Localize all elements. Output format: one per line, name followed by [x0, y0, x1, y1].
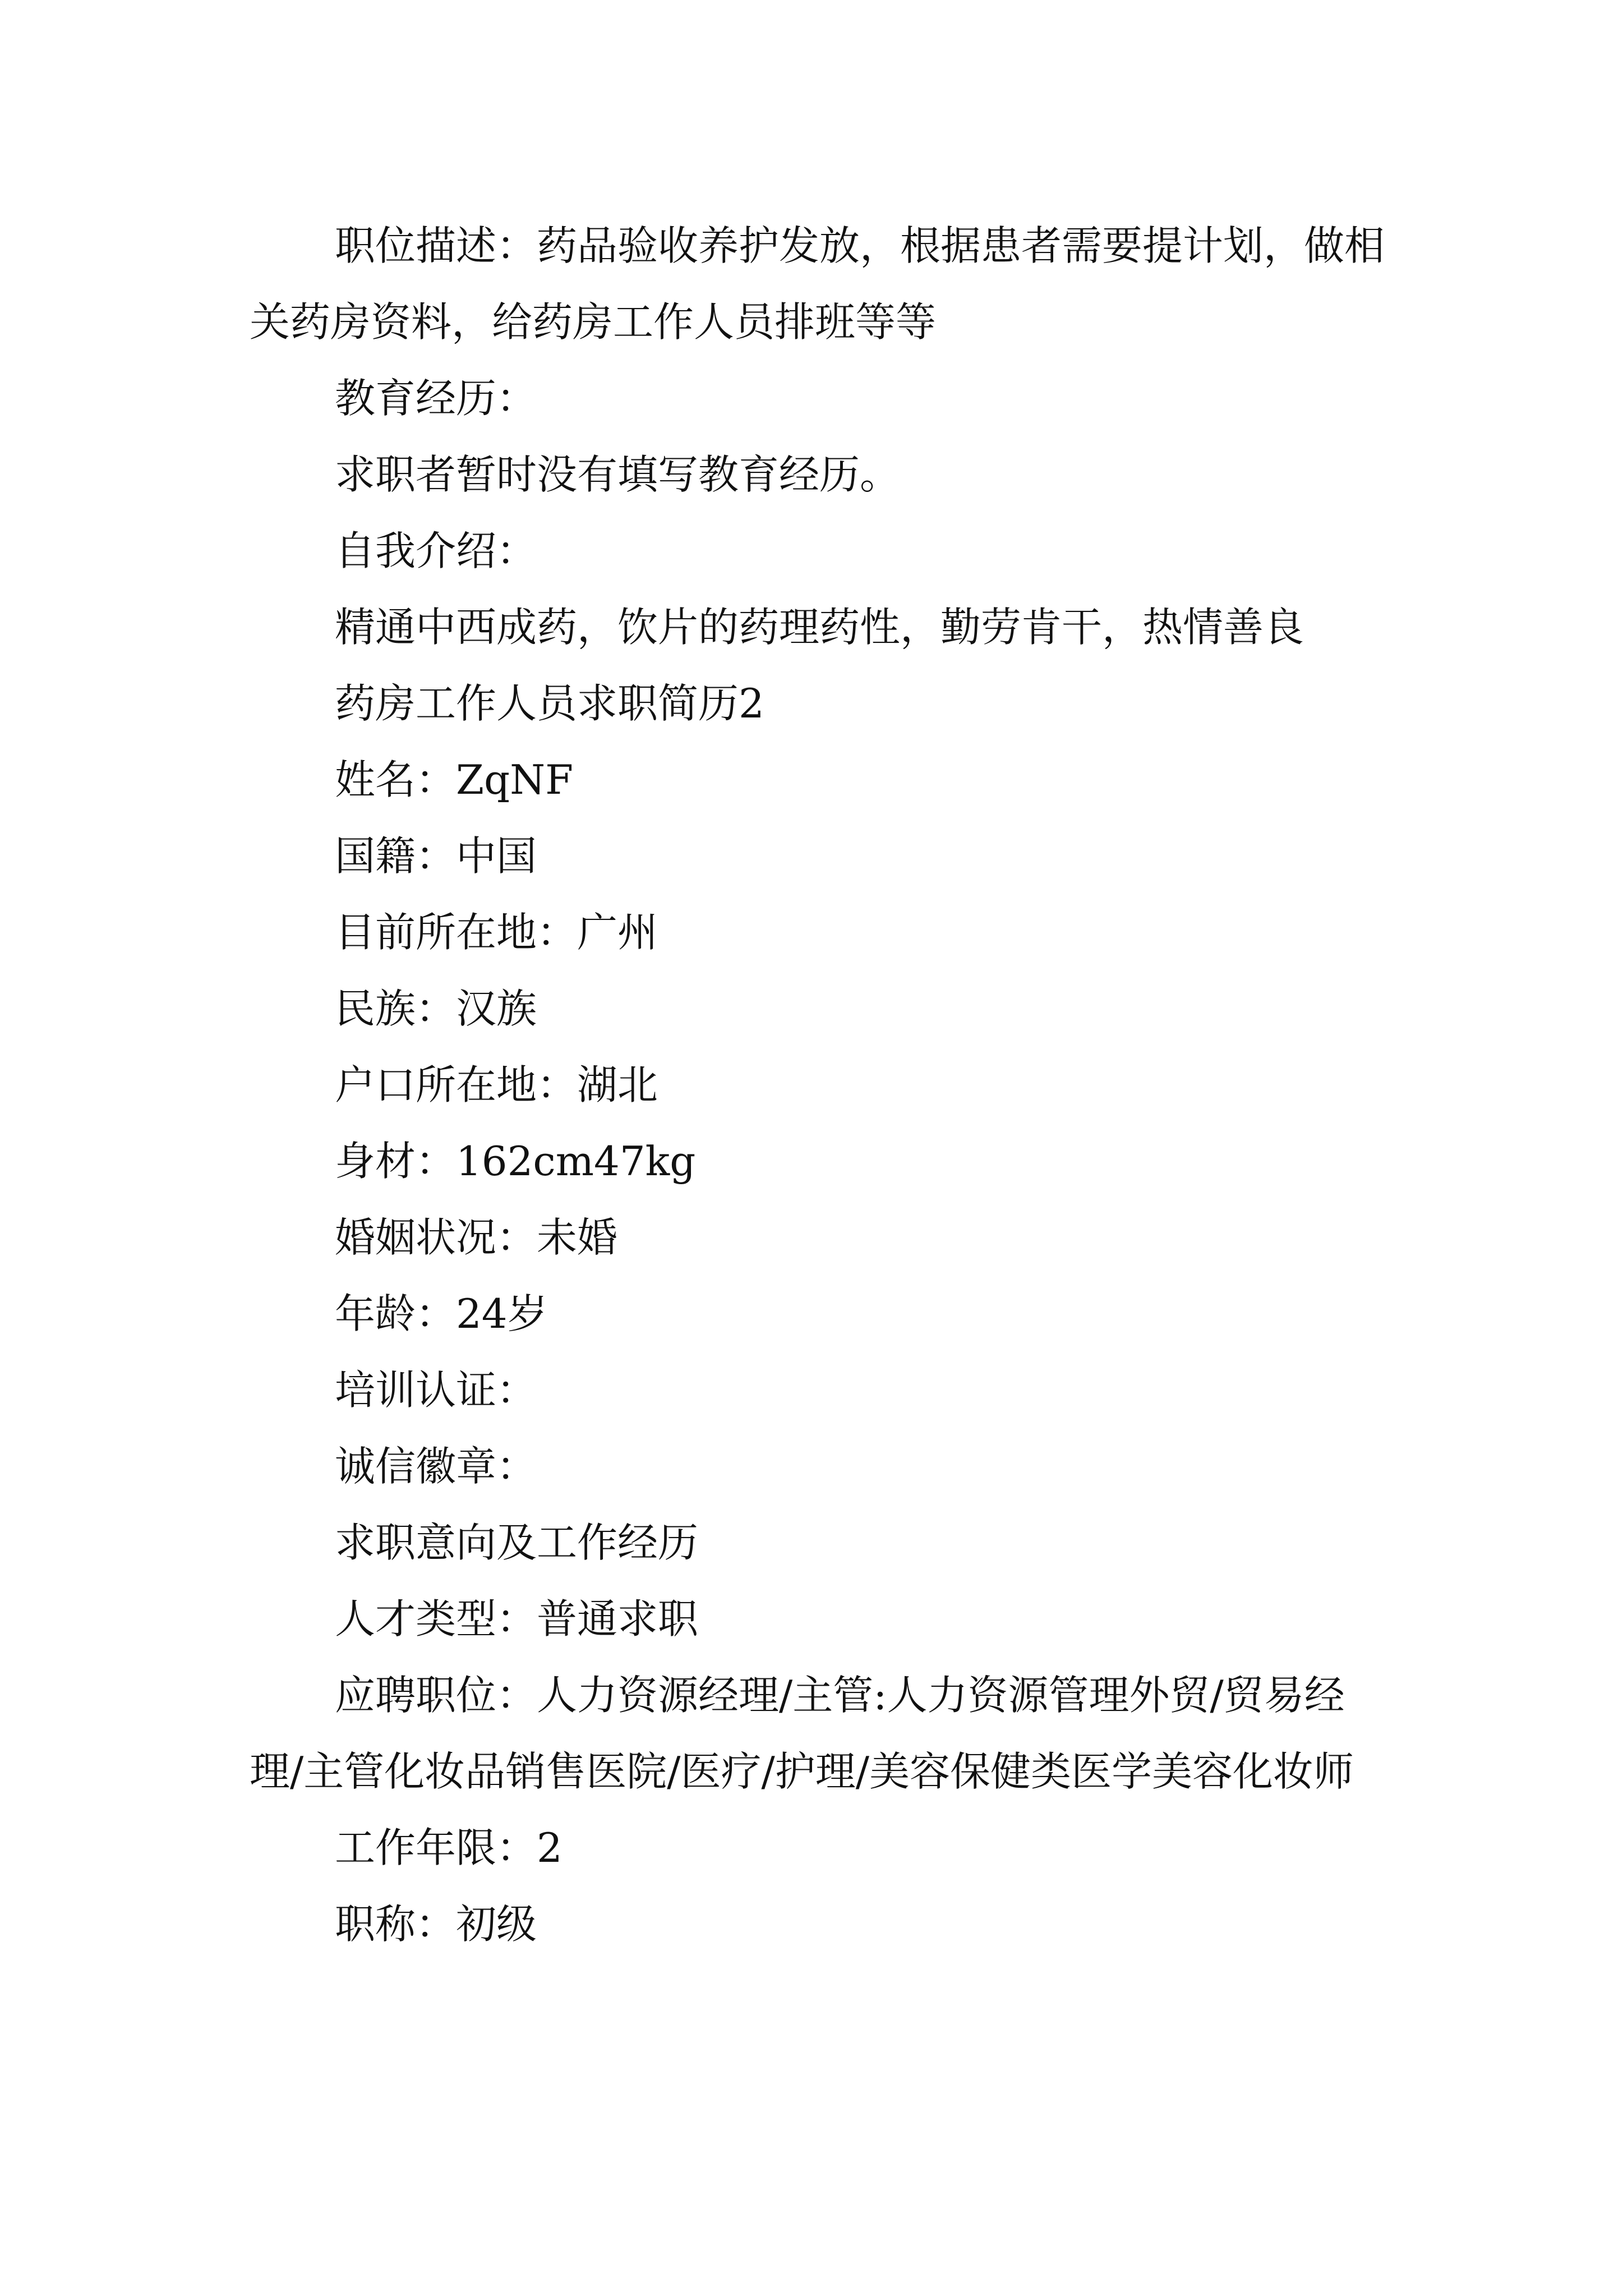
self-intro-text: 精通中西成药，饮片的药理药性，勤劳肯干，热情善良 — [335, 604, 1304, 651]
resume-title: 药房工作人员求职简历2 — [335, 680, 764, 727]
field-ethnicity: 民族：汉族 — [335, 985, 537, 1032]
document-body — [250, 208, 1388, 1962]
education-text: 求职者暂时没有填写教育经历。 — [335, 451, 901, 498]
field-talent-type: 人才类型：普通求职 — [335, 1595, 699, 1642]
field-integrity-badge: 诚信徽章： — [335, 1443, 537, 1490]
field-stature: 身材：162cm47kg — [335, 1138, 696, 1185]
field-applied-position: 应聘职位：人力资源经理/主管:人力资源管理外贸/贸易经理/主管化妆品销售医院/医疗/护理/美容保健类医学美容化妆师 — [250, 1672, 1354, 1795]
field-title: 职称：初级 — [335, 1901, 537, 1948]
field-current-location: 目前所在地：广州 — [335, 909, 658, 956]
field-household-registration: 户口所在地：湖北 — [335, 1061, 658, 1108]
field-marital-status: 婚姻状况：未婚 — [335, 1214, 618, 1261]
field-years-of-experience: 工作年限：2 — [335, 1824, 562, 1871]
job-description: 职位描述：药品验收养护发放，根据患者需要提计划，做相关药房资料，给药房工作人员排班等等 — [250, 222, 1385, 346]
self-intro-heading: 自我介绍： — [335, 527, 537, 574]
field-training-certification: 培训认证： — [335, 1366, 537, 1414]
field-age: 年龄：24岁 — [335, 1290, 548, 1337]
education-heading: 教育经历： — [335, 375, 537, 422]
field-name: 姓名：ZqNF — [335, 756, 574, 803]
field-nationality: 国籍：中国 — [335, 832, 537, 880]
job-intention-heading: 求职意向及工作经历 — [335, 1519, 699, 1566]
